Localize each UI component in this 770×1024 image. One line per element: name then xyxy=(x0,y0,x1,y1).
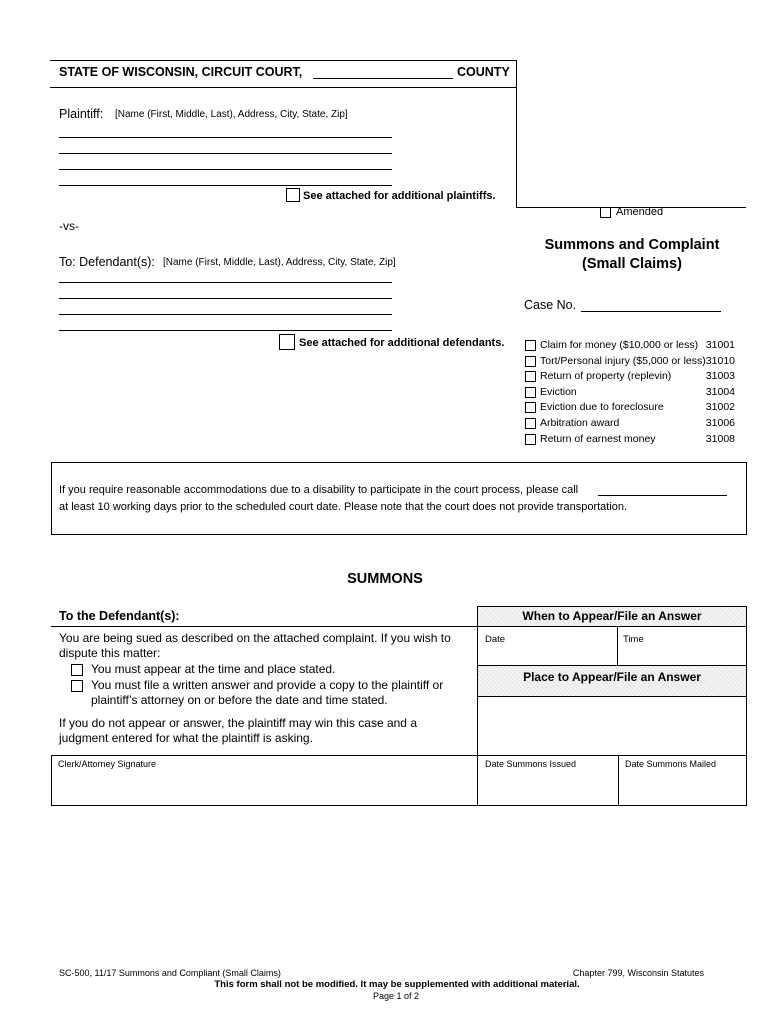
amended-label: Amended xyxy=(616,206,664,218)
plaintiff-label: Plaintiff: xyxy=(59,107,104,121)
claim-type-checkbox[interactable] xyxy=(525,418,536,429)
claim-type-code: 31010 xyxy=(705,354,735,367)
court-heading xyxy=(59,65,302,79)
claim-type-checkbox[interactable] xyxy=(525,371,536,382)
claim-type-label: Eviction xyxy=(540,385,577,398)
vs-label: -vs- xyxy=(59,219,79,233)
plaintiff-line-2[interactable] xyxy=(59,153,392,154)
date-time-divider xyxy=(617,627,618,666)
signature-left-border xyxy=(51,755,52,806)
signature-row-bottom-border xyxy=(51,805,477,806)
when-header: When to Appear/File an Answer xyxy=(522,609,702,623)
county-name-line[interactable] xyxy=(313,78,453,79)
form-title-line1: Summons and Complaint xyxy=(544,237,720,253)
amended-checkbox[interactable] xyxy=(600,207,611,218)
case-no-line[interactable] xyxy=(581,311,721,312)
accommodation-box xyxy=(51,462,747,535)
plaintiff-line-1[interactable] xyxy=(59,137,392,138)
date-input-area[interactable] xyxy=(479,645,615,665)
additional-defendants-label: See attached for additional defendants. xyxy=(299,337,505,349)
claim-type-label: Arbitration award xyxy=(540,417,620,429)
date-mailed-label: Date Summons Mailed xyxy=(625,759,717,769)
header-right-border xyxy=(516,60,517,208)
claim-type-code: 31008 xyxy=(705,432,735,445)
issued-mailed-divider xyxy=(618,755,619,806)
appear-checkbox[interactable] xyxy=(71,664,83,676)
claim-type-row[interactable] xyxy=(525,355,735,370)
defendant-label: To: Defendant(s): xyxy=(59,255,155,269)
written-answer-checkbox[interactable] xyxy=(71,680,83,692)
claim-type-label: Return of earnest money xyxy=(540,432,656,445)
footer-form-id: SC-500, 11/17 Summons and Compliant (Small Claims) xyxy=(59,968,281,978)
footer-statute: Chapter 799, Wisconsin Statutes xyxy=(572,968,704,978)
warning-line2: judgment entered for what the plaintiff is asking. xyxy=(59,731,313,745)
defendant-line-1[interactable] xyxy=(59,282,392,283)
header-top-border xyxy=(50,60,516,61)
intro-line1: You are being sued as described on the attached complaint. If you wish to xyxy=(59,631,451,645)
date-mailed-input[interactable] xyxy=(620,772,744,804)
claim-type-row[interactable] xyxy=(525,401,735,416)
claim-type-checkbox[interactable] xyxy=(525,402,536,413)
place-input-area[interactable] xyxy=(479,698,745,754)
signature-row-top-border xyxy=(51,755,747,756)
appear-option-label: You must appear at the time and place stated. xyxy=(91,662,336,676)
date-label: Date xyxy=(485,634,506,645)
claim-type-row[interactable] xyxy=(525,339,735,354)
summons-left-top-border xyxy=(51,626,477,627)
claim-type-label: Claim for money ($10,000 or less) xyxy=(540,339,699,351)
defendant-hint: [Name (First, Middle, Last), Address, City, State, Zip] xyxy=(163,257,396,268)
form-title xyxy=(516,236,748,274)
case-no-label: Case No. xyxy=(524,298,577,312)
footer-page: Page 1 of 2 xyxy=(372,991,420,1001)
plaintiff-line-3[interactable] xyxy=(59,169,392,170)
accommodation-line2: at least 10 working days prior to the scheduled court date. Please note that the court does not provide transportation. xyxy=(59,501,628,513)
written-answer-line1: You must file a written answer and provide a copy to the plaintiff or xyxy=(91,678,444,692)
claim-type-checkbox[interactable] xyxy=(525,356,536,367)
footer-notice: This form shall not be modified. It may be supplemented with additional material. xyxy=(214,979,580,990)
claim-type-label: Return of property (replevin) xyxy=(540,370,672,383)
time-input-area[interactable] xyxy=(620,645,744,665)
to-defendants-label: To the Defendant(s): xyxy=(59,609,180,623)
claim-type-checkbox[interactable] xyxy=(525,340,536,351)
claim-type-row[interactable] xyxy=(525,417,735,432)
claim-type-row[interactable] xyxy=(525,370,735,385)
intro-line2: dispute this matter: xyxy=(59,646,161,660)
defendant-line-3[interactable] xyxy=(59,314,392,315)
place-header: Place to Appear/File an Answer xyxy=(523,670,701,684)
county-label: COUNTY xyxy=(457,65,510,79)
claim-type-label: Eviction due to foreclosure xyxy=(540,401,664,414)
accommodation-phone-line[interactable] xyxy=(598,495,727,496)
summons-heading: SUMMONS xyxy=(347,571,423,587)
written-answer-line2: plaintiff’s attorney on or before the date and time stated. xyxy=(91,693,388,707)
plaintiff-line-4[interactable] xyxy=(59,185,392,186)
claim-type-code: 31004 xyxy=(705,385,735,398)
defendant-line-2[interactable] xyxy=(59,298,392,299)
additional-plaintiffs-checkbox[interactable] xyxy=(286,188,300,202)
date-issued-label: Date Summons Issued xyxy=(485,759,577,769)
written-answer-label xyxy=(91,678,443,708)
accommodation-line1: If you require reasonable accommodations due to a disability to participate in the court process, please call xyxy=(59,484,579,496)
claim-type-code: 31006 xyxy=(705,417,735,429)
header-separator xyxy=(50,87,516,88)
claim-type-code: 31003 xyxy=(705,370,735,383)
claim-type-code: 31001 xyxy=(705,339,735,351)
plaintiff-hint: [Name (First, Middle, Last), Address, City, State, Zip] xyxy=(115,109,348,120)
claim-type-code: 31002 xyxy=(705,401,735,414)
form-title-line2: (Small Claims) xyxy=(582,256,682,272)
claim-type-checkbox[interactable] xyxy=(525,434,536,445)
summons-body xyxy=(59,631,477,661)
additional-plaintiffs-label: See attached for additional plaintiffs. xyxy=(303,190,496,202)
claim-type-row[interactable] xyxy=(525,386,735,401)
additional-defendants-checkbox[interactable] xyxy=(279,334,295,350)
date-issued-input[interactable] xyxy=(480,772,616,804)
defendant-line-4[interactable] xyxy=(59,330,392,331)
claim-type-row[interactable] xyxy=(525,433,735,448)
warning-text xyxy=(59,716,417,746)
claim-type-label: Tort/Personal injury ($5,000 or less) xyxy=(540,354,706,367)
claim-type-checkbox[interactable] xyxy=(525,387,536,398)
time-label: Time xyxy=(623,634,644,645)
court-prefix: STATE OF WISCONSIN, CIRCUIT COURT, xyxy=(59,65,303,79)
clerk-signature-input[interactable] xyxy=(53,772,475,804)
warning-line1: If you do not appear or answer, the plaintiff may win this case and a xyxy=(59,716,417,730)
clerk-signature-label: Clerk/Attorney Signature xyxy=(58,759,157,769)
